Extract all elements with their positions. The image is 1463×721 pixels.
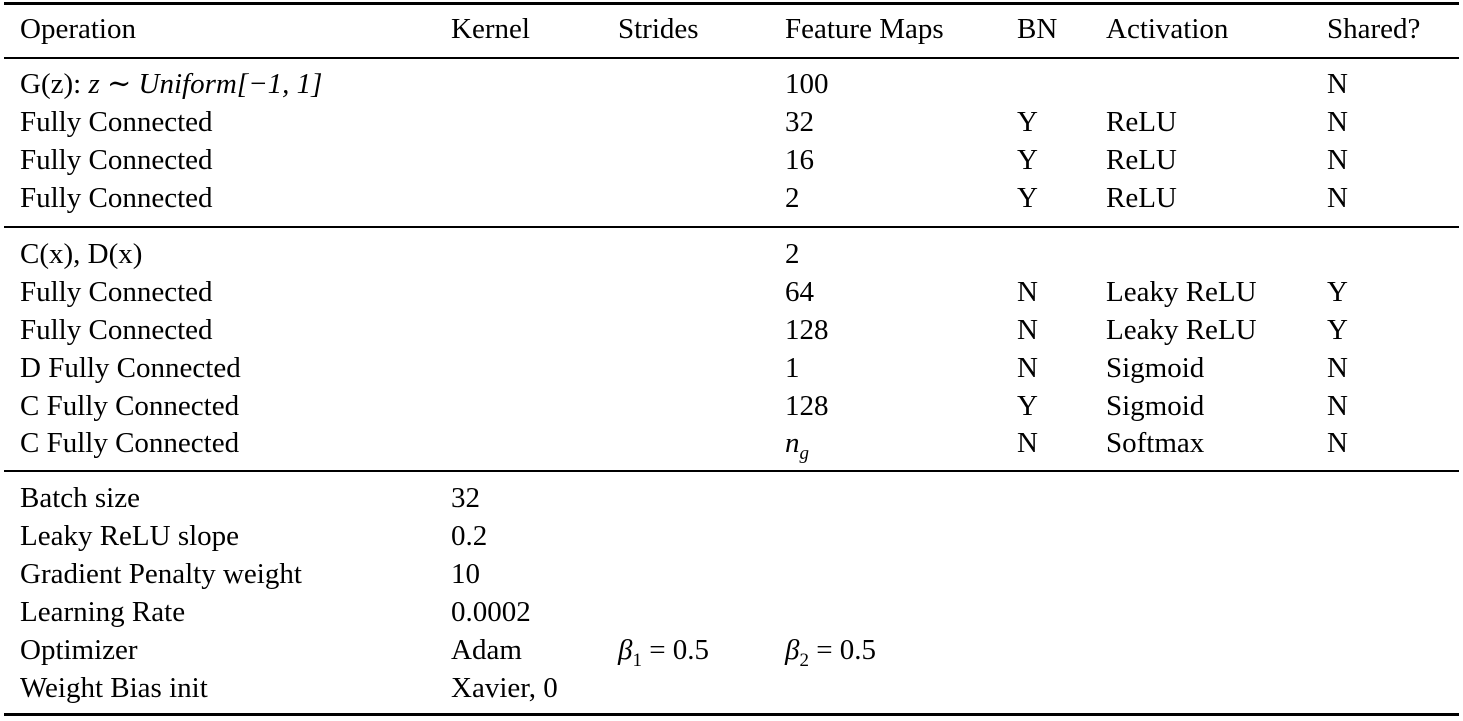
feature-maps-cell: 64 — [785, 276, 814, 308]
bn-cell: N — [1017, 314, 1038, 346]
hyperparameter-value: Adam — [451, 634, 522, 666]
operation-cell: Fully Connected — [20, 276, 213, 308]
header-operation: Operation — [20, 13, 136, 45]
header-row — [0, 10, 1463, 48]
activation-cell: ReLU — [1106, 144, 1177, 176]
feature-maps-cell: 2 — [785, 238, 800, 270]
feature-maps-cell: 32 — [785, 106, 814, 138]
feature-maps-cell: 2 — [785, 182, 800, 214]
header-feature-maps: Feature Maps — [785, 13, 944, 45]
table-row — [0, 311, 1463, 349]
header-kernel: Kernel — [451, 13, 530, 45]
operation-cell: D Fully Connected — [20, 352, 241, 384]
bn-cell: Y — [1017, 106, 1038, 138]
rule-generator — [4, 226, 1459, 228]
shared-cell: Y — [1327, 276, 1348, 308]
activation-cell: Leaky ReLU — [1106, 314, 1257, 346]
bn-cell: N — [1017, 352, 1038, 384]
table-row — [0, 179, 1463, 217]
operation-cell: Fully Connected — [20, 182, 213, 214]
header-strides: Strides — [618, 13, 699, 45]
table-row — [0, 103, 1463, 141]
header-bn: BN — [1017, 13, 1058, 45]
hyperparameter-name: Weight Bias init — [20, 672, 208, 704]
operation-cell: C(x), D(x) — [20, 238, 143, 270]
beta1-value — [618, 631, 709, 669]
operation-cell: Fully Connected — [20, 106, 213, 138]
activation-cell: Leaky ReLU — [1106, 276, 1257, 308]
shared-cell: N — [1327, 182, 1348, 214]
bn-cell: Y — [1017, 144, 1038, 176]
hyperparameter-value: 0.0002 — [451, 596, 531, 628]
feature-maps-cell: 1 — [785, 352, 800, 384]
feature-maps-cell: 100 — [785, 68, 829, 100]
table-row — [0, 387, 1463, 425]
beta2-rest: = 0.5 — [808, 634, 877, 666]
header-shared: Shared? — [1327, 13, 1421, 45]
beta1-rest: = 0.5 — [641, 634, 710, 666]
hyperparameter-value: Xavier, 0 — [451, 672, 558, 704]
activation-cell: ReLU — [1106, 182, 1177, 214]
shared-cell: N — [1327, 68, 1348, 100]
hyperparameter-value: 32 — [451, 482, 480, 514]
hyperparameter-value: 0.2 — [451, 520, 488, 552]
hyperparameter-row — [0, 555, 1463, 593]
hyperparameter-name: Gradient Penalty weight — [20, 558, 302, 590]
table-row — [0, 235, 1463, 273]
feature-maps-cell: 128 — [785, 390, 829, 422]
hyperparameter-row — [0, 669, 1463, 707]
rule-top — [4, 2, 1459, 5]
bn-cell: N — [1017, 276, 1038, 308]
beta2-symbol: β — [785, 634, 800, 666]
header-activation: Activation — [1106, 13, 1229, 45]
shared-cell: N — [1327, 427, 1348, 459]
operation-cell: Fully Connected — [20, 144, 213, 176]
hyperparameter-row — [0, 479, 1463, 517]
shared-cell: N — [1327, 106, 1348, 138]
shared-cell: N — [1327, 352, 1348, 384]
generator-input-cell — [20, 65, 322, 103]
operation-cell: C Fully Connected — [20, 390, 240, 422]
rule-header — [4, 57, 1459, 59]
bn-cell: Y — [1017, 182, 1038, 214]
shared-cell: N — [1327, 390, 1348, 422]
activation-cell: Sigmoid — [1106, 352, 1205, 384]
hyperparameter-value: 10 — [451, 558, 480, 590]
beta1-symbol: β — [618, 634, 633, 666]
beta2-subscript: 2 — [799, 649, 809, 671]
hyperparameter-row — [0, 593, 1463, 631]
feature-maps-symbol: n — [785, 427, 800, 459]
generator-input-math: z ∼ Uniform[−1, 1] — [88, 68, 323, 100]
beta2-value — [785, 631, 876, 669]
table-row — [0, 349, 1463, 387]
rule-discriminator — [4, 470, 1459, 472]
hyperparameter-row — [0, 631, 1463, 669]
table-row — [0, 424, 1463, 462]
table-row — [0, 65, 1463, 103]
operation-cell: Fully Connected — [20, 314, 213, 346]
rule-bottom — [4, 713, 1459, 716]
feature-maps-cell — [785, 424, 809, 462]
hyperparameter-name: Batch size — [20, 482, 140, 514]
hyperparameter-name: Leaky ReLU slope — [20, 520, 240, 552]
beta1-subscript: 1 — [632, 649, 642, 671]
hyperparameter-row — [0, 517, 1463, 555]
table-row — [0, 141, 1463, 179]
hyperparameter-name: Learning Rate — [20, 596, 186, 628]
activation-cell: ReLU — [1106, 106, 1177, 138]
bn-cell: N — [1017, 427, 1038, 459]
feature-maps-subscript: g — [799, 442, 809, 464]
activation-cell: Softmax — [1106, 427, 1205, 459]
generator-input-prefix: G(z): — [20, 68, 89, 100]
hyperparameter-name: Optimizer — [20, 634, 138, 666]
bn-cell: Y — [1017, 390, 1038, 422]
shared-cell: Y — [1327, 314, 1348, 346]
operation-cell: C Fully Connected — [20, 427, 240, 459]
feature-maps-cell: 128 — [785, 314, 829, 346]
shared-cell: N — [1327, 144, 1348, 176]
table-row — [0, 273, 1463, 311]
activation-cell: Sigmoid — [1106, 390, 1205, 422]
feature-maps-cell: 16 — [785, 144, 814, 176]
